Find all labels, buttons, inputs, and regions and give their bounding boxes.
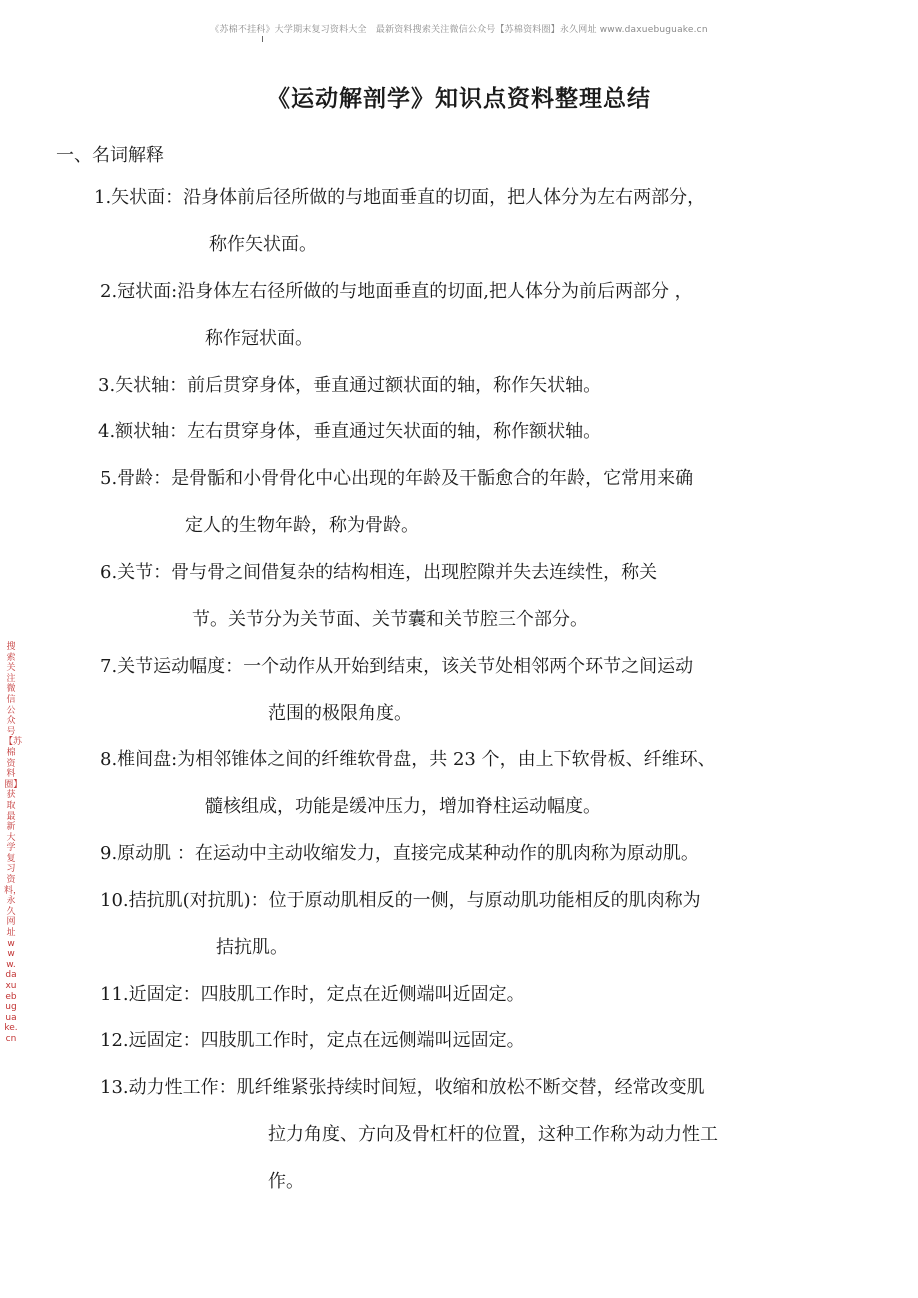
term-1-line-1: 1.矢状面：沿身体前后径所做的与地面垂直的切面，把人体分为左右两部分，	[94, 187, 706, 208]
term-11-line-1: 11.近固定：四肢肌工作时，定点在近侧端叫近固定。	[100, 984, 525, 1005]
term-13-line-2: 拉力角度、方向及骨杠杆的位置，这种工作称为动力性工	[268, 1124, 718, 1145]
term-13-line-1: 13.动力性工作：肌纤维紧张持续时间短，收缩和放松不断交替，经常改变肌	[100, 1077, 705, 1098]
term-1-line-2: 称作矢状面。	[209, 234, 317, 255]
term-2-line-2: 称作冠状面。	[205, 328, 313, 349]
term-7-line-1: 7.关节运动幅度：一个动作从开始到结束，该关节处相邻两个环节之间运动	[100, 656, 694, 677]
term-2-line-1: 2.冠状面:沿身体左右径所做的与地面垂直的切面,把人体分为前后两部分 ，	[100, 281, 693, 302]
term-6-line-2: 节。关节分为关节面、关节囊和关节腔三个部分。	[192, 609, 588, 630]
term-8-line-1: 8.椎间盘:为相邻锥体之间的纤维软骨盘，共 23 个，由上下软骨板、纤维环、	[100, 749, 716, 770]
term-12-line-1: 12.远固定：四肢肌工作时，定点在远侧端叫远固定。	[100, 1030, 525, 1051]
side-watermark: 搜索关注微信公众号【苏棉资料圈】获取最新大学复习资料，永久网址www.daxuebuguake.cn	[4, 642, 23, 1044]
term-9-line-1: 9.原动肌 ：在运动中主动收缩发力，直接完成某种动作的肌肉称为原动肌。	[100, 843, 699, 864]
term-10-line-1: 10.拮抗肌(对抗肌)：位于原动肌相反的一侧，与原动肌功能相反的肌肉称为	[100, 890, 701, 911]
term-8-line-2: 髓核组成，功能是缓冲压力，增加脊柱运动幅度。	[205, 796, 601, 817]
section-heading: 一、名词解释	[56, 145, 164, 166]
page-header: 《苏棉不挂科》大学期末复习资料大全 最新资料搜索关注微信公众号【苏棉资料圈】永久网址 www.daxuebuguake.cn	[210, 25, 708, 35]
term-3-line-1: 3.矢状轴：前后贯穿身体，垂直通过额状面的轴，称作矢状轴。	[98, 375, 602, 396]
term-7-line-2: 范围的极限角度。	[268, 703, 412, 724]
term-5-line-2: 定人的生物年龄，称为骨龄。	[185, 515, 419, 536]
term-13-line-3: 作。	[268, 1171, 304, 1192]
term-4-line-1: 4.额状轴：左右贯穿身体，垂直通过矢状面的轴，称作额状轴。	[98, 421, 602, 442]
term-6-line-1: 6.关节：骨与骨之间借复杂的结构相连，出现腔隙并失去连续性，称关	[100, 562, 658, 583]
term-5-line-1: 5.骨龄：是骨骺和小骨骨化中心出现的年龄及干骺愈合的年龄，它常用来确	[100, 468, 694, 489]
header-tick-mark	[262, 36, 263, 42]
document-title: 《运动解剖学》知识点资料整理总结	[267, 85, 651, 112]
term-10-line-2: 拮抗肌。	[216, 937, 288, 958]
